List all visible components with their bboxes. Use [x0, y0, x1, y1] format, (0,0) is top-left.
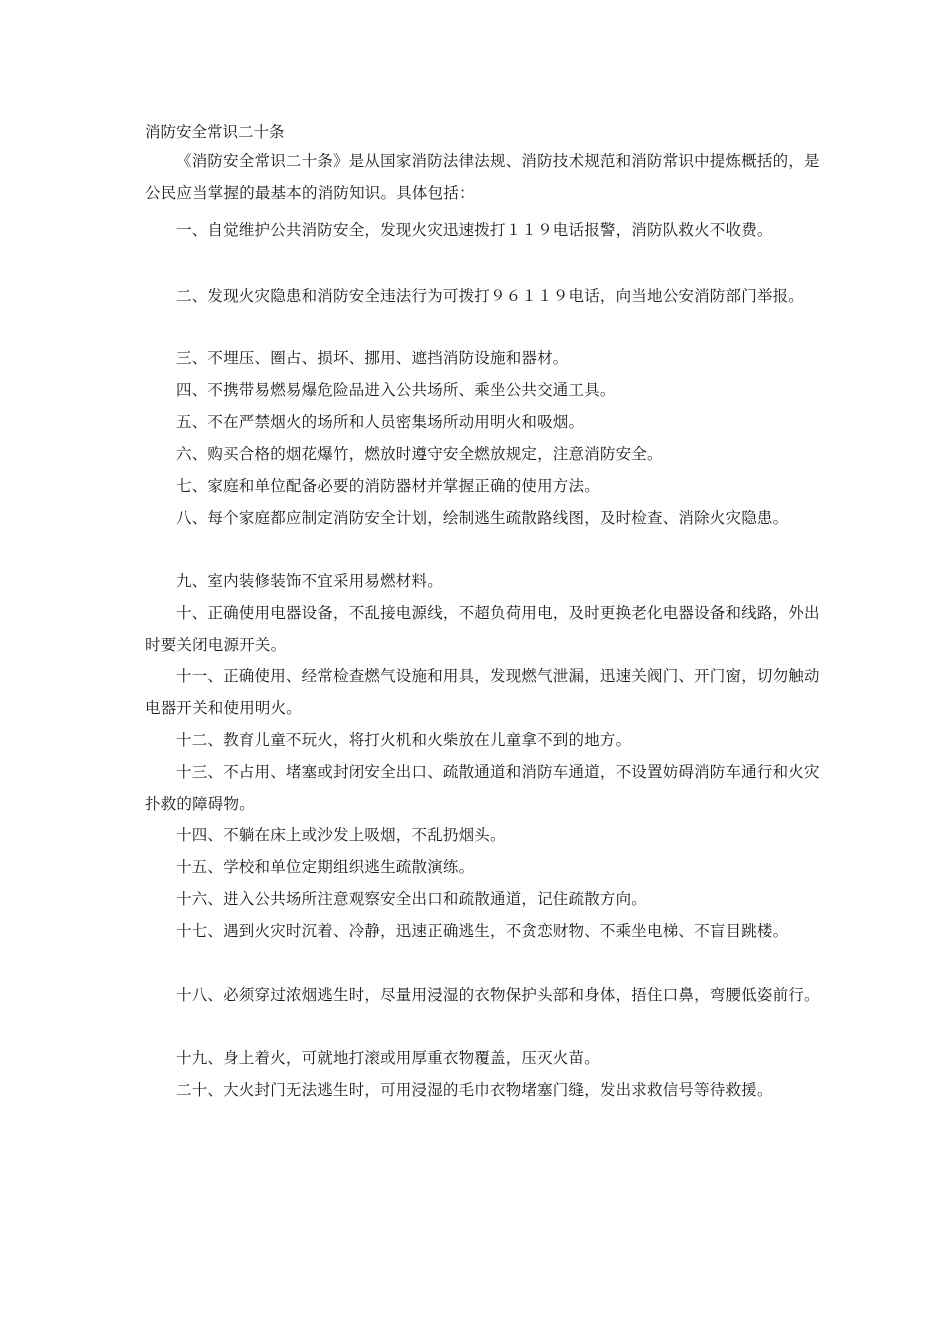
rule-item-20: 二十、大火封门无法逃生时，可用浸湿的毛巾衣物堵塞门缝，发出求救信号等待救援。 [176, 1081, 773, 1099]
rule-item-19: 十九、身上着火，可就地打滚或用厚重衣物覆盖，压灭火苗。 [176, 1049, 600, 1067]
rule-item-4: 四、不携带易燃易爆危险品进入公共场所、乘坐公共交通工具。 [176, 381, 616, 399]
rule-item-13: 十三、不占用、堵塞或封闭安全出口、疏散通道和消防车通道，不设置妨碍消防车通行和火灾扑救的障碍物。 [145, 763, 820, 813]
rule-item-11: 十一、正确使用、经常检查燃气设施和用具，发现燃气泄漏，迅速关阀门、开门窗，切勿触动电器开关和使用明火。 [145, 667, 820, 717]
rule-item-2: 二、发现火灾隐患和消防安全违法行为可拨打９６１１９电话，向当地公安消防部门举报。 [176, 287, 805, 305]
rule-item-6: 六、购买合格的烟花爆竹，燃放时遵守安全燃放规定，注意消防安全。 [176, 445, 663, 463]
intro-paragraph: 《消防安全常识二十条》是从国家消防法律法规、消防技术规范和消防常识中提炼概括的，是公民应当掌握的最基本的消防知识。具体包括： [145, 152, 820, 202]
rule-item-5: 五、不在严禁烟火的场所和人员密集场所动用明火和吸烟。 [176, 413, 585, 431]
rule-item-12: 十二、教育儿童不玩火，将打火机和火柴放在儿童拿不到的地方。 [176, 731, 632, 749]
rule-item-17: 十七、遇到火灾时沉着、冷静，迅速正确逃生，不贪恋财物、不乘坐电梯、不盲目跳楼。 [176, 922, 789, 940]
rule-item-9: 九、室内装修装饰不宜采用易燃材料。 [176, 572, 443, 590]
rule-item-8: 八、每个家庭都应制定消防安全计划，绘制逃生疏散路线图，及时检查、消除火灾隐患。 [176, 509, 789, 527]
rule-item-16: 十六、进入公共场所注意观察安全出口和疏散通道，记住疏散方向。 [176, 890, 648, 908]
rule-item-18: 十八、必须穿过浓烟逃生时，尽量用浸湿的衣物保护头部和身体，捂住口鼻，弯腰低姿前行。 [176, 986, 820, 1004]
rule-item-7: 七、家庭和单位配备必要的消防器材并掌握正确的使用方法。 [176, 477, 600, 495]
rule-item-10: 十、正确使用电器设备，不乱接电源线，不超负荷用电，及时更换老化电器设备和线路，外出时要关闭电源开关。 [145, 604, 820, 654]
rule-item-1: 一、自觉维护公共消防安全，发现火灾迅速拨打１１９电话报警，消防队救火不收费。 [176, 221, 773, 239]
rule-item-14: 十四、不躺在床上或沙发上吸烟，不乱扔烟头。 [176, 826, 506, 844]
rule-item-15: 十五、学校和单位定期组织逃生疏散演练。 [176, 858, 475, 876]
document-title: 消防安全常识二十条 [145, 123, 285, 141]
rule-item-3: 三、不埋压、圈占、损坏、挪用、遮挡消防设施和器材。 [176, 349, 569, 367]
